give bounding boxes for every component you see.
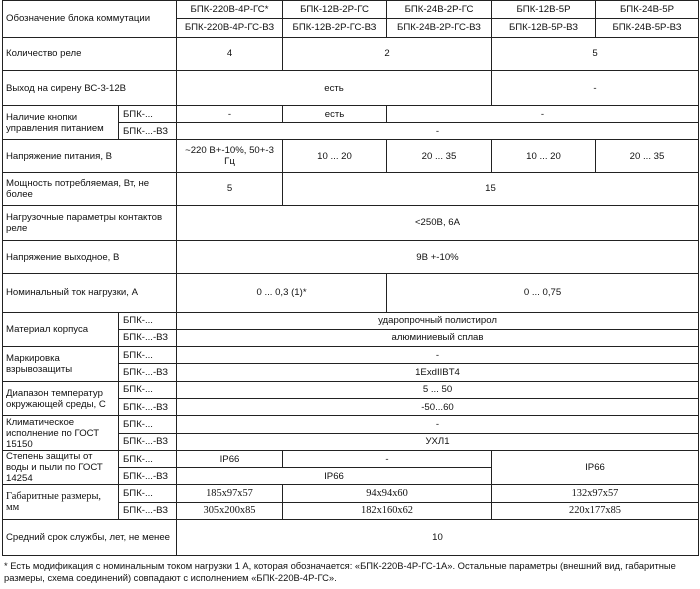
table-row xyxy=(3,140,699,173)
rated-current-value-2: 0 ... 0,75 xyxy=(387,273,699,312)
temp-range-sub-base: БПК-... xyxy=(119,381,177,398)
power-consumption-label: Мощность потребляемая, Вт, не более xyxy=(3,173,177,206)
header-model-vz-5: БПК-24В-5Р-ВЗ xyxy=(596,19,699,37)
ex-marking-base-value: - xyxy=(177,347,699,364)
siren-value-2: - xyxy=(492,71,699,106)
output-voltage-label: Напряжение выходное, В xyxy=(3,241,177,274)
ex-marking-sub-vz: БПК-...-ВЗ xyxy=(119,364,177,381)
ex-marking-vz-value: 1ExdIIBT4 xyxy=(177,364,699,381)
table-row xyxy=(3,205,699,241)
header-model-1: БПК-220В-4Р-ГС* xyxy=(177,1,283,19)
dimensions-sub-base: БПК-... xyxy=(119,485,177,502)
table-row xyxy=(3,485,699,502)
output-voltage-value: 9В +-10% xyxy=(177,241,699,274)
footnote: * Есть модификация с номинальным током нагрузки 1 А, которая обозначается: «БПК-220В-4Р-ГС-1А». Остальные параметры (внешний вид, габаритные размеры, схема соединений) совпадают с исполнением «БПК-220В-4Р-ГС». xyxy=(4,560,676,583)
temp-range-label: Диапазон температур окружающей среды, С xyxy=(3,381,119,416)
header-model-3: БПК-24В-2Р-ГС xyxy=(387,1,492,19)
table-row xyxy=(3,241,699,274)
header-model-vz-1: БПК-220В-4Р-ГС-ВЗ xyxy=(177,19,283,37)
ingress-base-value-2: - xyxy=(283,450,492,467)
siren-label: Выход на сирену ВС-3-12В xyxy=(3,71,177,106)
rated-current-label: Номинальный ток нагрузки, А xyxy=(3,273,177,312)
power-button-base-value-1: - xyxy=(177,105,283,122)
rated-current-value-1: 0 ... 0,3 (1)* xyxy=(177,273,387,312)
power-button-base-value-2: есть xyxy=(283,105,387,122)
header-model-4: БПК-12В-5Р xyxy=(492,1,596,19)
ex-marking-label: Маркировка взрывозащиты xyxy=(3,347,119,382)
dimensions-base-value-3: 132x97x57 xyxy=(492,485,699,502)
power-button-vz-value: - xyxy=(177,123,699,140)
spec-table xyxy=(2,0,699,556)
table-row xyxy=(3,1,699,19)
dimensions-vz-value-1: 305x200x85 xyxy=(177,502,283,519)
power-button-base-value-3: - xyxy=(387,105,699,122)
ingress-sub-vz: БПК-...-ВЗ xyxy=(119,468,177,485)
ingress-vz-value: IP66 xyxy=(177,468,492,485)
service-life-value: 10 xyxy=(177,520,699,556)
power-consumption-value-2: 15 xyxy=(283,173,699,206)
supply-voltage-label: Напряжение питания, В xyxy=(3,140,177,173)
table-row xyxy=(3,520,699,556)
ingress-base-value-1: IP66 xyxy=(177,450,283,467)
dimensions-vz-value-3: 220x177x85 xyxy=(492,502,699,519)
power-consumption-value-1: 5 xyxy=(177,173,283,206)
service-life-label: Средний срок службы, лет, не менее xyxy=(3,520,177,556)
housing-base-value: ударопрочный полистирол xyxy=(177,312,699,329)
relay-count-value-2: 2 xyxy=(283,37,492,71)
climate-label: Климатическое исполнение по ГОСТ 15150 xyxy=(3,416,119,451)
supply-voltage-value-1: ~220 В+-10%, 50+-3 Гц xyxy=(177,140,283,173)
power-button-sub-base: БПК-... xyxy=(119,105,177,122)
dimensions-base-value-2: 94x94x60 xyxy=(283,485,492,502)
climate-sub-base: БПК-... xyxy=(119,416,177,433)
supply-voltage-value-5: 20 ... 35 xyxy=(596,140,699,173)
temp-range-base-value: 5 ... 50 xyxy=(177,381,699,398)
table-row xyxy=(3,416,699,433)
table-row xyxy=(3,381,699,398)
power-button-sub-vz: БПК-...-ВЗ xyxy=(119,123,177,140)
climate-sub-vz: БПК-...-ВЗ xyxy=(119,433,177,450)
table-row xyxy=(3,105,699,122)
temp-range-sub-vz: БПК-...-ВЗ xyxy=(119,399,177,416)
supply-voltage-value-2: 10 ... 20 xyxy=(283,140,387,173)
table-row xyxy=(3,450,699,467)
supply-voltage-value-4: 10 ... 20 xyxy=(492,140,596,173)
table-row xyxy=(3,273,699,312)
dimensions-vz-value-2: 182x160x62 xyxy=(283,502,492,519)
header-model-5: БПК-24В-5Р xyxy=(596,1,699,19)
ex-marking-sub-base: БПК-... xyxy=(119,347,177,364)
climate-base-value: - xyxy=(177,416,699,433)
ingress-label: Степень защиты от воды и пыли по ГОСТ 14254 xyxy=(3,450,119,485)
temp-range-vz-value: -50...60 xyxy=(177,399,699,416)
relay-count-value-1: 4 xyxy=(177,37,283,71)
header-model-vz-3: БПК-24В-2Р-ГС-ВЗ xyxy=(387,19,492,37)
table-row xyxy=(3,37,699,71)
supply-voltage-value-3: 20 ... 35 xyxy=(387,140,492,173)
ingress-sub-base: БПК-... xyxy=(119,450,177,467)
relay-count-label: Количество реле xyxy=(3,37,177,71)
housing-sub-vz: БПК-...-ВЗ xyxy=(119,329,177,346)
load-params-label: Нагрузочные параметры контактов реле xyxy=(3,205,177,241)
table-row xyxy=(3,71,699,106)
housing-label: Материал корпуса xyxy=(3,312,119,347)
housing-vz-value: алюминиевый сплав xyxy=(177,329,699,346)
load-params-value: <250В, 6А xyxy=(177,205,699,241)
dimensions-label: Габаритные размеры, мм xyxy=(3,485,119,520)
power-button-label: Наличие кнопки управления питанием xyxy=(3,105,119,140)
relay-count-value-3: 5 xyxy=(492,37,699,71)
header-model-vz-2: БПК-12В-2Р-ГС-ВЗ xyxy=(283,19,387,37)
ingress-right-value: IP66 xyxy=(492,450,699,485)
header-model-vz-4: БПК-12В-5Р-ВЗ xyxy=(492,19,596,37)
housing-sub-base: БПК-... xyxy=(119,312,177,329)
climate-vz-value: УХЛ1 xyxy=(177,433,699,450)
table-row xyxy=(3,312,699,329)
table-row xyxy=(3,173,699,206)
table-row xyxy=(3,347,699,364)
siren-value-1: есть xyxy=(177,71,492,106)
dimensions-sub-vz: БПК-...-ВЗ xyxy=(119,502,177,519)
header-model-2: БПК-12В-2Р-ГС xyxy=(283,1,387,19)
dimensions-base-value-1: 185x97x57 xyxy=(177,485,283,502)
header-label: Обозначение блока коммутации xyxy=(3,1,177,38)
